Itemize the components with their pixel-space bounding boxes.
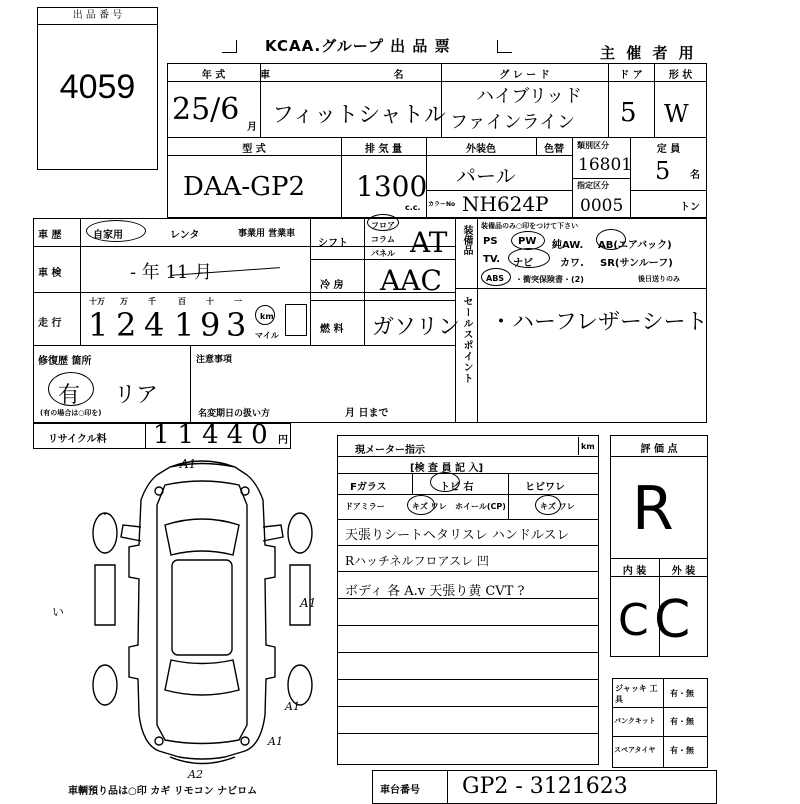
capacity-header: 定 員 (656, 144, 681, 155)
repair-value: 有 (58, 383, 81, 408)
capacity-unit: 名 (690, 170, 700, 181)
diagram-mark-right-1: A1 (300, 596, 317, 610)
meter-label: 現メーター指示 (355, 445, 425, 456)
tool-jack-label: ジャッキ 工 具 (615, 684, 658, 704)
model-header: 型 式 (242, 144, 266, 155)
doors-value: 5 (620, 98, 637, 128)
car-name-value: フィットシャトル (272, 103, 446, 128)
equip-aw: 純AW. (552, 240, 584, 251)
equip-tv: TV. (483, 254, 501, 265)
equip-ps: PS (483, 236, 498, 247)
equip-insurance: ・衝突保険書・(2) (515, 275, 584, 284)
name-header: 車 名 (260, 70, 464, 81)
body-value: W (664, 100, 689, 128)
cc-value: 1300 (356, 170, 428, 203)
sales-point-label: セールスポイント (461, 296, 472, 384)
inspect-fglass-value: トビ 右 (440, 482, 474, 493)
repair-detail: リア (114, 383, 159, 408)
lot-number-box (37, 7, 158, 170)
shift-value: AT (410, 226, 448, 259)
equip-ab: AB(エアバック) (598, 240, 672, 251)
deadline-label: 名変期日の扱い方 (198, 409, 271, 419)
notes-label: 注意事項 (196, 355, 233, 365)
month-unit: 月 (247, 122, 257, 133)
mileage-digit-1: 1 (88, 306, 109, 344)
equip-leather: カワ. (560, 258, 584, 269)
usage-option-private: 自家用 (93, 230, 123, 241)
diagram-mark-left: い (52, 605, 65, 619)
diagram-mark-front: A1 (180, 457, 197, 471)
exterior-label: 外 装 (671, 566, 696, 577)
inspect-mirror-label: ドアミラー (345, 502, 385, 511)
organizer-label: 主 催 者 用 (600, 44, 697, 62)
recycle-unit: 円 (278, 435, 288, 446)
equip-navi-circle (508, 248, 550, 268)
tool-spare-value: 有・無 (670, 746, 694, 755)
mile-checkbox (285, 304, 307, 336)
mileage-unit-1k: 千 (148, 297, 156, 306)
equipment-note: 装備品のみ○印をつけて下さい (481, 222, 579, 230)
score-title: 評 価 点 (640, 444, 678, 455)
color-header: 外装色 (466, 144, 496, 155)
cooler-value: AAC (380, 264, 442, 297)
lot-number-label: 出 品 番 号 (38, 8, 157, 25)
body-header: 形 状 (668, 70, 693, 81)
diagram-mark-rear: A2 (188, 768, 203, 781)
inspect-wheel-label: ホイール(CP) (455, 502, 506, 511)
type-no-label: 類別区分 (577, 141, 609, 150)
equip-sr: SR(サンルーフ) (600, 258, 673, 269)
footer-note: 車輌預り品は○印 カギ リモコン ナビロム (68, 786, 258, 797)
class-no-label: 指定区分 (577, 181, 609, 190)
wheel-circle (535, 495, 561, 515)
chassis-value: GP2 - 3121623 (462, 774, 628, 799)
color-change-header: 色替 (544, 144, 564, 155)
class-no-value: 0005 (580, 196, 624, 216)
tool-punct-label: パンクキット (614, 717, 656, 725)
tool-jack-value: 有・無 (670, 689, 694, 698)
inspector-line-3: ボディ 各 A.v 天張り黄 CVT ? (345, 584, 525, 599)
equip-pw: PW (518, 236, 537, 247)
km-label: km (260, 312, 274, 321)
chassis-label: 車台番号 (380, 785, 420, 796)
tool-spare-label: スペアタイヤ (614, 746, 656, 754)
car-damage-diagram (75, 455, 330, 770)
inspector-line-1: 天張りシートヘタリスレ ハンドルスレ (345, 528, 570, 543)
mileage-digit-4: 1 (174, 306, 195, 344)
usage-label: 車 歴 (38, 230, 62, 241)
interior-score: C (618, 595, 649, 646)
inspect-wheel-value: キズ ワレ (540, 502, 575, 511)
deadline-value: 月 日まで (345, 408, 389, 419)
shift-option-floor: フロア (371, 221, 395, 230)
fuel-label: 燃 料 (320, 324, 344, 335)
usage-option-rental: レンタ (170, 230, 200, 241)
corner-mark-right (497, 40, 512, 53)
doors-header: ド ア (619, 70, 643, 81)
grade-header: グ レ ー ド (499, 70, 550, 81)
year-value: 25/6 (172, 92, 240, 127)
recycle-value: 11440 (153, 420, 276, 450)
lot-number-value: 4059 (59, 68, 136, 106)
color-value: パール (456, 164, 516, 188)
repair-label: 修復歴 箇所 (38, 356, 92, 367)
year-header: 年 式 (201, 70, 226, 81)
model-value: DAA-GP2 (183, 172, 305, 202)
mileage-digit-6: 3 (226, 306, 247, 344)
usage-selected-circle (86, 220, 146, 242)
equip-later: 後日送りのみ (638, 275, 680, 283)
diagram-mark-right-2: A1 (285, 700, 300, 713)
meter-unit: km (581, 442, 595, 451)
mileage-unit-10: 十 (206, 297, 214, 306)
capacity-value: 5 (655, 157, 671, 185)
fglass-circle (430, 472, 460, 492)
fuel-value: ガソリン (372, 315, 461, 340)
equip-ab-circle (596, 229, 626, 250)
shift-label: シフト (318, 238, 348, 249)
shaken-label: 車 検 (38, 268, 62, 279)
shift-option-column: コラム (371, 235, 395, 244)
cc-header: 排 気 量 (365, 144, 402, 155)
shift-floor-circle (367, 214, 399, 231)
usage-option-business: 事業用 営業車 (238, 229, 296, 239)
mileage-digit-5: 9 (200, 306, 221, 344)
tool-punct-value: 有・無 (670, 717, 694, 726)
page-title: KCAA.グループ 出 品 票 (265, 37, 451, 55)
km-circle (255, 305, 275, 325)
load-unit: トン (680, 202, 700, 213)
mileage-digit-2: 2 (116, 306, 137, 344)
exterior-score: C (654, 590, 691, 650)
mirror-circle (407, 495, 435, 515)
cc-unit: c.c. (405, 203, 421, 212)
corner-mark-left (222, 40, 237, 53)
repair-note: (有の場合は○印を) (40, 409, 102, 417)
mileage-label: 走 行 (38, 318, 62, 329)
equip-navi: ナビ (513, 258, 533, 269)
grade-value-1: ハイブリッド (476, 86, 583, 107)
mileage-unit-100k: 十万 (89, 297, 105, 306)
inspect-fglass-label: Fガラス (350, 482, 387, 493)
mile-label: マイル (255, 331, 279, 340)
inspect-mirror-value: キズ ワレ (412, 502, 447, 511)
inspector-title: [検 査 員 記 入] (410, 463, 484, 474)
shift-option-panel: パネル (371, 249, 395, 258)
color-code-prefix: カラーNo (428, 201, 456, 208)
inspector-line-2: Rハッチネルフロアスレ 凹 (345, 554, 489, 568)
equip-abs-circle (481, 268, 511, 286)
equip-abs: ABS (486, 274, 505, 283)
grade-value-2: ファインライン (450, 112, 576, 133)
mileage-unit-10k: 万 (120, 297, 128, 306)
shaken-value: - 年 11 月 (130, 262, 213, 283)
cooler-label: 冷 房 (320, 280, 344, 291)
inspect-crack-value: ヒビワレ (525, 482, 565, 493)
type-no-value: 16801 (578, 155, 633, 175)
sales-point-text: ・ハーフレザーシート (490, 310, 708, 335)
repair-circle (48, 372, 94, 406)
equipment-label: 装備品 (461, 225, 472, 255)
interior-label: 内 装 (622, 566, 647, 577)
recycle-label: リサイクル料 (48, 434, 107, 445)
mileage-unit-100: 百 (178, 297, 186, 306)
mileage-unit-1: 一 (234, 297, 242, 306)
mileage-digit-3: 4 (144, 306, 165, 344)
diagram-mark-rear-side: A1 (268, 735, 283, 748)
color-code-value: NH624P (462, 192, 549, 216)
score-overall: R (632, 474, 674, 544)
